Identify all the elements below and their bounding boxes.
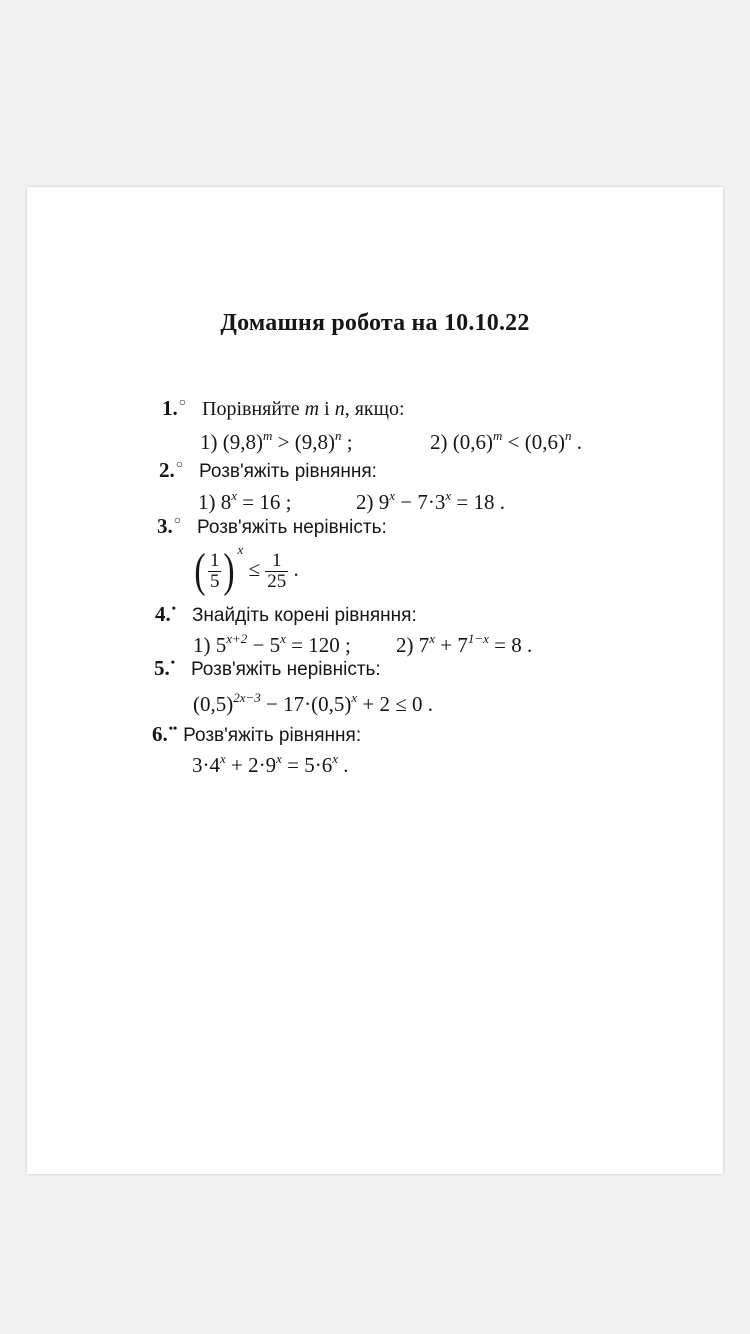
- heading-text: Розв'яжіть рівняння:: [199, 461, 377, 482]
- item-label: 1): [198, 490, 216, 514]
- level-mark: ○: [173, 513, 181, 527]
- task-5-inequality: $(0,5)^{2x-3} - 17\cdot(0,5)^x + 2 \le 0$ .: [193, 690, 434, 716]
- item-label: 2): [396, 633, 414, 657]
- heading-text: і: [324, 398, 330, 420]
- var-m: m: [304, 398, 320, 420]
- task-1-item-2: 2) $(0,6)^m < (0,6)^n$ .: [430, 428, 582, 454]
- level-mark: ○: [175, 457, 183, 471]
- task-4-heading: [155, 602, 417, 627]
- task-4-item-2: 2) $7^x + 7^{1-x} = 8$ .: [396, 631, 533, 657]
- heading-text: Розв'яжіть нерівність:: [190, 659, 381, 680]
- item-label: 1): [193, 633, 211, 657]
- task-number: 5.: [154, 656, 170, 680]
- level-mark: ••: [168, 721, 178, 735]
- task-1-item-1: 1) $(9,8)^m > (9,8)^n$ ;: [200, 428, 353, 454]
- task-1-heading: [162, 396, 405, 421]
- heading-text: Розв'яжіть нерівність:: [197, 517, 387, 538]
- heading-text: Розв'яжіть рівняння:: [183, 725, 362, 746]
- task-number: 2.: [159, 458, 175, 482]
- heading-text: , якщо:: [344, 398, 405, 420]
- task-2-item-2: 2) $9^x - 7\cdot 3^x = 18$ .: [356, 488, 505, 514]
- task-number: 3.: [157, 514, 173, 538]
- task-number: 1.: [162, 396, 178, 420]
- level-mark: •: [170, 655, 175, 669]
- item-label: 2): [356, 490, 374, 514]
- var-n: n: [334, 398, 345, 420]
- level-mark: ○: [178, 395, 186, 409]
- task-2-heading: [159, 458, 377, 483]
- item-label: 2): [430, 430, 448, 454]
- task-4-item-1: 1) $5^{x+2} - 5^x = 120$ ;: [193, 631, 351, 657]
- task-2-item-1: 1) $8^x = 16$ ;: [198, 488, 292, 514]
- task-5-heading: [154, 656, 381, 681]
- level-mark: •: [171, 601, 176, 615]
- heading-text: Порівняйте: [202, 398, 300, 420]
- heading-text: Знайдіть корені рівняння:: [191, 605, 417, 626]
- task-number: 6.: [152, 722, 168, 746]
- task-6-equation: $3\cdot 4^x + 2\cdot 9^x = 5\cdot 6^x$ .: [192, 751, 349, 777]
- task-3-heading: [157, 514, 387, 539]
- task-number: 4.: [155, 602, 171, 626]
- task-6-heading: [152, 722, 361, 747]
- item-label: 1): [200, 430, 218, 454]
- page-title: Домашня робота на 10.10.22: [220, 310, 530, 336]
- task-3-inequality: ( $\frac{1}{5}$ ) $^x$ ≤ $\frac{1}{25}$ .: [194, 542, 299, 598]
